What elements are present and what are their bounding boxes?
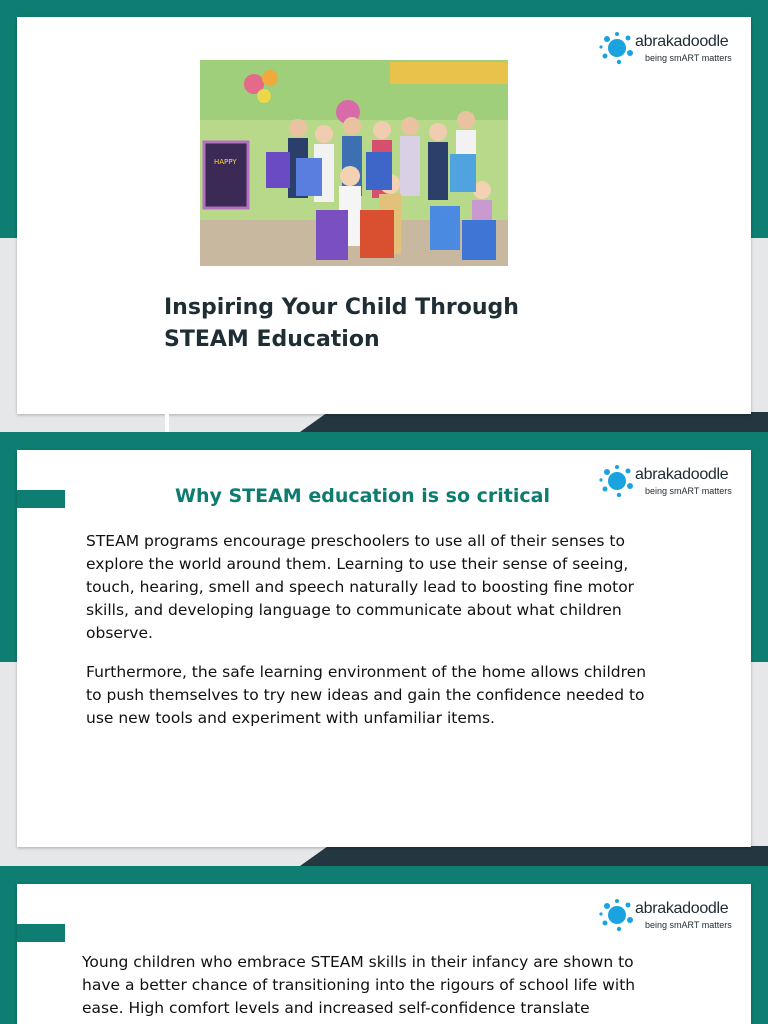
splat-icon: [599, 464, 635, 498]
slide-2-paragraph-2: Furthermore, the safe learning environment of the home allows children to push themselves to try new ideas and gain the confidence needed to use new tools and experiment with unfamiliar items.: [86, 663, 647, 727]
children-art-photo: [200, 60, 508, 266]
splat-icon: [599, 898, 635, 932]
slide-2-body: [86, 530, 651, 730]
brand-tagline: being smART matters: [645, 486, 732, 496]
brand-logo: [599, 898, 749, 938]
heading-accent-bar: [17, 924, 65, 942]
brand-name: abrakadoodle: [635, 466, 729, 483]
slide-3-paragraph-1: Young children who embrace STEAM skills in their infancy are shown to have a better chance of transitioning into the rigours of school life with ease. High comfort levels and increased self-confidence translate: [82, 953, 636, 1017]
slide-1: [17, 17, 751, 414]
brand-logo: [599, 464, 749, 504]
brand-tagline: being smART matters: [645, 53, 732, 63]
brand-logo: [599, 31, 749, 71]
slide-3: [17, 884, 751, 1024]
slide-2-paragraph-1: STEAM programs encourage preschoolers to use all of their senses to explore the world around them. Learning to use their sense of seeing, touch, hearing, smell and speech naturally lead to boosting fine motor skills, and developing language to communicate about what children observe.: [86, 532, 635, 642]
brand-name: abrakadoodle: [635, 900, 729, 917]
slide-1-title: Inspiring Your Child Through STEAM Education: [164, 295, 519, 352]
brand-tagline: being smART matters: [645, 920, 732, 930]
svg-text:HAPPY: HAPPY: [214, 158, 237, 166]
brand-name: abrakadoodle: [635, 33, 729, 50]
slide-1-divider: [165, 414, 169, 432]
slide-2-heading: Why STEAM education is so critical: [175, 485, 550, 507]
heading-accent-bar: [17, 490, 65, 508]
slide-2: [17, 450, 751, 847]
splat-icon: [599, 31, 635, 65]
slide-3-body: [82, 951, 647, 1020]
